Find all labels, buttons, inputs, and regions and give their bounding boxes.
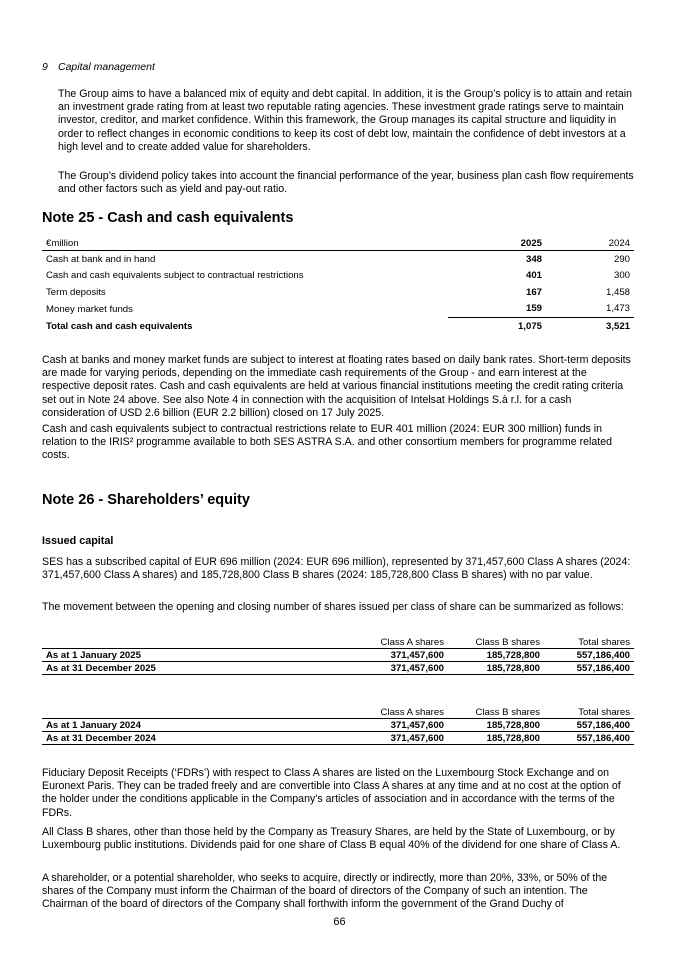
value-2024: 300 [613, 270, 630, 282]
row-label: Money market funds [46, 303, 133, 315]
empty-header-cell [42, 636, 352, 649]
capital-management-paragraph-2: The Group’s dividend policy takes into account the financial performance of the year, business plan cash flow requirements and other factors such as yield and pay-out ratio. [58, 170, 634, 196]
page-number: 66 [333, 916, 346, 928]
class-a-value: 371,457,600 [352, 732, 448, 745]
section-heading [42, 61, 155, 73]
table-row [42, 719, 634, 732]
note-26-paragraph-3: Fiduciary Deposit Receipts (‘FDRs’) with respect to Class A shares are listed on the Luxembourg Stock Exchange and on Euronext Paris. They can be traded freely and are convertible into Class A shares at any time and at no cost at the option of the holder under the conditions applicable in the Company’s articles of association and in accordance with the terms of the FDRs. [42, 767, 621, 819]
row-label: As at 31 December 2024 [42, 732, 352, 745]
shares-table-2024 [42, 706, 634, 745]
table-row [42, 268, 634, 285]
table-row [42, 301, 634, 318]
row-label: As at 31 December 2025 [42, 662, 352, 675]
value-2025: 159 [525, 303, 542, 315]
value-2024: 290 [613, 253, 630, 265]
column-2025: 2025 [448, 237, 546, 251]
section-number: 9 [42, 61, 48, 73]
section-title: Capital management [58, 61, 155, 73]
note-26-paragraph-2: The movement between the opening and closing number of shares issued per class of share can be summarized as follows: [42, 601, 624, 613]
class-a-header: Class A shares [352, 636, 448, 649]
row-label: Cash at bank and in hand [46, 253, 156, 265]
note-25-title: Note 25 - Cash and cash equivalents [42, 210, 294, 226]
class-a-value: 371,457,600 [352, 662, 448, 675]
capital-management-paragraph-1: The Group aims to have a balanced mix of equity and debt capital. In addition, it is the Group’s policy is to attain and retain an investment grade rating from at least two reputable rating agencies. These investment grade ratings serve to maintain investor, creditor, and market confidence. Within this framework, the Group manages its capital structure and liquidity in order to reflect changes in economic conditions to keep its cost of debt low, maintain the confidence of debt investors at a high level and to create added value for shareholders. [58, 88, 632, 153]
total-row [42, 318, 634, 335]
total-label: Total cash and cash equivalents [46, 320, 193, 332]
table-row [42, 284, 634, 301]
note-26-paragraph-1: SES has a subscribed capital of EUR 696 million (2024: EUR 696 million), represented by 371,457,600 Class A shares (2024: 371,457,600 Class A shares) and 185,728,800 Class B shares (2024: 185,728,800 Class B shares) with no par value. [42, 556, 631, 582]
unit-label: €million [42, 237, 448, 251]
value-2024: 1,458 [605, 286, 630, 298]
value-2025: 348 [525, 253, 542, 265]
shares-table-2025 [42, 636, 634, 675]
note-26-title: Note 26 - Shareholders’ equity [42, 492, 250, 508]
row-label: As at 1 January 2025 [42, 649, 352, 662]
total-value: 557,186,400 [544, 732, 634, 745]
note-26-paragraph-4: All Class B shares, other than those held by the Company as Treasury Shares, are held by the State of Luxembourg, or by Luxembourg public institutions. Dividends paid for one share of Class B equal 40% of the dividend for one share of Class A. [42, 826, 621, 852]
class-b-header: Class B shares [448, 636, 544, 649]
class-b-header: Class B shares [448, 706, 544, 719]
table-header-row [42, 636, 634, 649]
value-2025: 167 [525, 286, 542, 298]
value-2024: 1,473 [605, 303, 630, 315]
total-value: 557,186,400 [544, 662, 634, 675]
class-a-value: 371,457,600 [352, 719, 448, 732]
class-b-value: 185,728,800 [448, 732, 544, 745]
total-value: 557,186,400 [544, 649, 634, 662]
total-2025: 1,075 [448, 318, 546, 335]
table-row [42, 662, 634, 675]
table-row [42, 649, 634, 662]
table-row [42, 251, 634, 268]
empty-header-cell [42, 706, 352, 719]
total-header: Total shares [544, 706, 634, 719]
value-2025: 401 [525, 270, 542, 282]
total-2024: 3,521 [546, 318, 634, 335]
column-2024: 2024 [546, 237, 634, 251]
row-label: Term deposits [46, 286, 106, 298]
table-header-row [42, 706, 634, 719]
class-b-value: 185,728,800 [448, 662, 544, 675]
table-header-row [42, 237, 634, 251]
table-row [42, 732, 634, 745]
note-26-paragraph-5: A shareholder, or a potential shareholder, who seeks to acquire, directly or indirectly, more than 20%, 33%, or 50% of the shares of the Company must inform the Chairman of the board of directors of the Company of such an intention. The Chairman of the board of directors of the Company shall forthwith inform the government of the Grand Duchy of [42, 872, 608, 911]
class-a-value: 371,457,600 [352, 649, 448, 662]
note-25-paragraph-2: Cash and cash equivalents subject to contractual restrictions relate to EUR 401 million (2024: EUR 300 million) funds in relation to the IRIS² programme available to both SES ASTRA S.A. and other consortium members for programme related costs. [42, 423, 612, 462]
total-value: 557,186,400 [544, 719, 634, 732]
class-b-value: 185,728,800 [448, 719, 544, 732]
issued-capital-heading: Issued capital [42, 535, 114, 547]
cash-equivalents-table [42, 237, 634, 335]
class-a-header: Class A shares [352, 706, 448, 719]
row-label: As at 1 January 2024 [42, 719, 352, 732]
row-label: Cash and cash equivalents subject to contractual restrictions [46, 270, 304, 282]
total-header: Total shares [544, 636, 634, 649]
class-b-value: 185,728,800 [448, 649, 544, 662]
note-25-paragraph-1: Cash at banks and money market funds are subject to interest at floating rates based on daily bank rates. Short-term deposits are made for varying periods, depending on the immediate cash requirements of the Group - and earn interest at the respective deposit rates. Cash and cash equivalents are held at various financial institutions meeting the credit rating criteria set out in Note 24 above. See also Note 4 in connection with the acquisition of Intelsat Holdings S.à r.l. for a cash consideration of USD 2.6 billion (EUR 2.2 billion) closed on 17 July 2025. [42, 354, 631, 419]
